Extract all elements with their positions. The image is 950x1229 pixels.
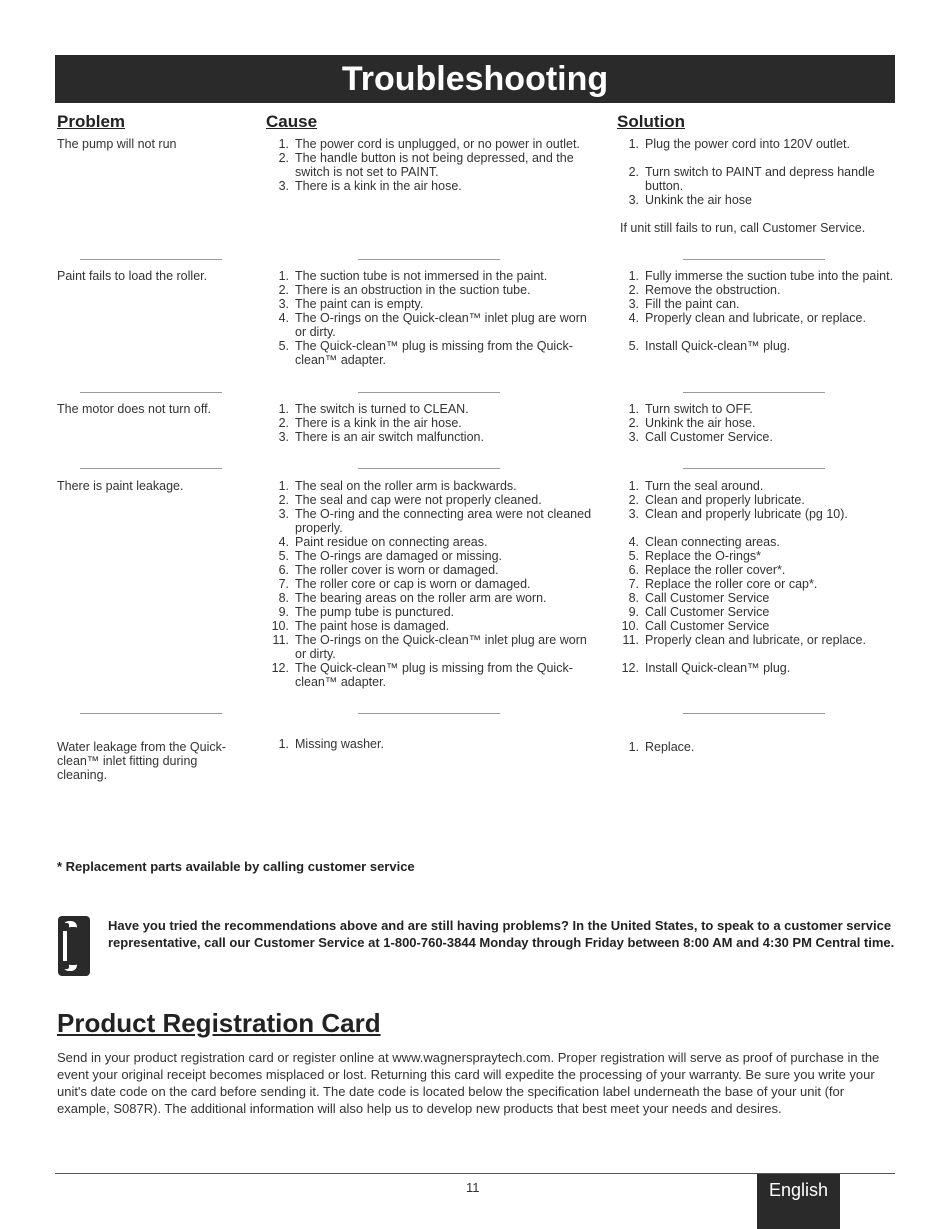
list-item: 4. The O-rings on the Quick-clean™ inlet plug are worn or dirty. — [278, 311, 587, 339]
row-note: If unit still fails to run, call Customer Service. — [620, 221, 866, 235]
list-item: 9. The pump tube is punctured. — [278, 605, 455, 619]
solution-list — [620, 402, 900, 444]
list-item: 1. Missing washer. — [278, 737, 384, 751]
list-item: 2. The handle button is not being depressed, and the switch is not set to PAINT. — [278, 151, 574, 179]
divider — [358, 713, 500, 714]
cause-list — [270, 402, 600, 444]
list-item: 10. The paint hose is damaged. — [271, 619, 450, 633]
solution-list — [620, 269, 900, 353]
list-item: 3. Fill the paint can. — [628, 297, 740, 311]
phone-icon — [57, 915, 91, 977]
registration-title: Product Registration Card — [57, 1008, 381, 1038]
list-item: 12. The Quick-clean™ plug is missing from the Quick-clean™ adapter. — [271, 661, 573, 689]
divider — [80, 468, 222, 469]
divider — [683, 713, 825, 714]
solution-list — [620, 137, 900, 207]
list-item: 1. Fully immerse the suction tube into the paint. — [628, 269, 894, 283]
registration-body: Send in your product registration card or register online at www.wagnerspraytech.com. Proper registration will serve as proof of purchase in the event your original receipt becomes misplaced or lost. Returning this card will expedite the processing of your warranty. Be sure you write your unit's date code on the card before sending it. The date code is located below the specification label underneath the base of your unit (for example, S087R). The additional information will also help us to develop new products that best meet your needs and desires. — [57, 1050, 880, 1116]
solution-list — [620, 740, 900, 754]
solution-column-header: Solution — [617, 112, 685, 131]
help-text: Have you tried the recommendations above and are still having problems? In the United States, to speak to a customer service representative, call our Customer Service at 1-800-760-3844 Monday through Friday between 8:00 AM and 4:30 PM Central time. — [108, 918, 895, 950]
list-item: 5. The O-rings are damaged or missing. — [278, 549, 503, 563]
problem-text: The motor does not turn off. — [57, 402, 212, 416]
divider — [683, 392, 825, 393]
list-item: 8. Call Customer Service — [628, 591, 770, 605]
list-item: 11. The O-rings on the Quick-clean™ inlet plug are worn or dirty. — [272, 633, 587, 661]
list-item: 4. Properly clean and lubricate, or replace. — [628, 311, 866, 325]
list-item: 4. Clean connecting areas. — [628, 535, 780, 549]
list-item: 10. Call Customer Service — [621, 619, 770, 633]
problem-text: The pump will not run — [57, 137, 177, 151]
list-item: 1. Turn switch to OFF. — [628, 402, 753, 416]
language-tab: English — [757, 1174, 840, 1229]
list-item: 6. The roller cover is worn or damaged. — [278, 563, 499, 577]
list-item: 7. Replace the roller core or cap*. — [628, 577, 818, 591]
cause-list — [270, 269, 600, 367]
list-item: 3. Unkink the air hose — [628, 193, 753, 207]
list-item: 12. Install Quick-clean™ plug. — [621, 661, 791, 675]
list-item: 5. The Quick-clean™ plug is missing from the Quick-clean™ adapter. — [278, 339, 573, 367]
problem-text: Paint fails to load the roller. — [57, 269, 208, 283]
list-item: 3. Clean and properly lubricate (pg 10). — [628, 507, 848, 521]
list-item: 3. The O-ring and the connecting area were not cleaned properly. — [278, 507, 592, 535]
list-item: 1. The power cord is unplugged, or no power in outlet. — [278, 137, 580, 151]
list-item: 1. The seal on the roller arm is backwards. — [278, 479, 517, 493]
page-title: Troubleshooting — [55, 55, 895, 103]
problem-text: Water leakage from the Quick-clean™ inlet fitting during cleaning. — [57, 740, 227, 782]
list-item: 2. The seal and cap were not properly cleaned. — [278, 493, 542, 507]
solution-block — [620, 137, 900, 235]
footnote: * Replacement parts available by calling customer service — [57, 859, 415, 874]
divider — [683, 468, 825, 469]
cause-list — [270, 137, 600, 193]
divider — [358, 392, 500, 393]
list-item: 2. Turn switch to PAINT and depress handle button. — [628, 165, 875, 193]
list-item: 5. Install Quick-clean™ plug. — [628, 339, 791, 353]
list-item: 3. Call Customer Service. — [628, 430, 773, 444]
list-item: 1. Turn the seal around. — [628, 479, 764, 493]
divider — [358, 259, 500, 260]
list-item: 2. Clean and properly lubricate. — [628, 493, 805, 507]
list-item: 3. There is an air switch malfunction. — [278, 430, 484, 444]
problem-text: There is paint leakage. — [57, 479, 184, 493]
list-item: 1. The switch is turned to CLEAN. — [278, 402, 469, 416]
divider — [80, 259, 222, 260]
page-number: 11 — [466, 1180, 480, 1195]
list-item: 3. The paint can is empty. — [278, 297, 424, 311]
list-item: 9. Call Customer Service — [628, 605, 770, 619]
divider — [683, 259, 825, 260]
cause-list — [270, 479, 600, 689]
cause-list — [270, 737, 600, 751]
divider — [80, 392, 222, 393]
list-item: 2. Remove the obstruction. — [628, 283, 781, 297]
problem-column-header: Problem — [57, 112, 126, 131]
divider — [80, 713, 222, 714]
list-item: 6. Replace the roller cover*. — [628, 563, 786, 577]
list-item: 5. Replace the O-rings* — [628, 549, 762, 563]
list-item: 8. The bearing areas on the roller arm are worn. — [278, 591, 547, 605]
list-item: 1. Replace. — [628, 740, 695, 754]
list-item: 1. Plug the power cord into 120V outlet. — [628, 137, 850, 151]
solution-list — [620, 479, 900, 675]
divider — [358, 468, 500, 469]
list-item: 4. Paint residue on connecting areas. — [278, 535, 488, 549]
list-item: 2. Unkink the air hose. — [628, 416, 756, 430]
list-item: 3. There is a kink in the air hose. — [278, 179, 462, 193]
list-item: 1. The suction tube is not immersed in the paint. — [278, 269, 548, 283]
list-item: 2. There is an obstruction in the suction tube. — [278, 283, 531, 297]
cause-column-header: Cause — [266, 112, 318, 131]
list-item: 7. The roller core or cap is worn or damaged. — [278, 577, 531, 591]
list-item: 2. There is a kink in the air hose. — [278, 416, 462, 430]
list-item: 11. Properly clean and lubricate, or replace. — [622, 633, 866, 647]
